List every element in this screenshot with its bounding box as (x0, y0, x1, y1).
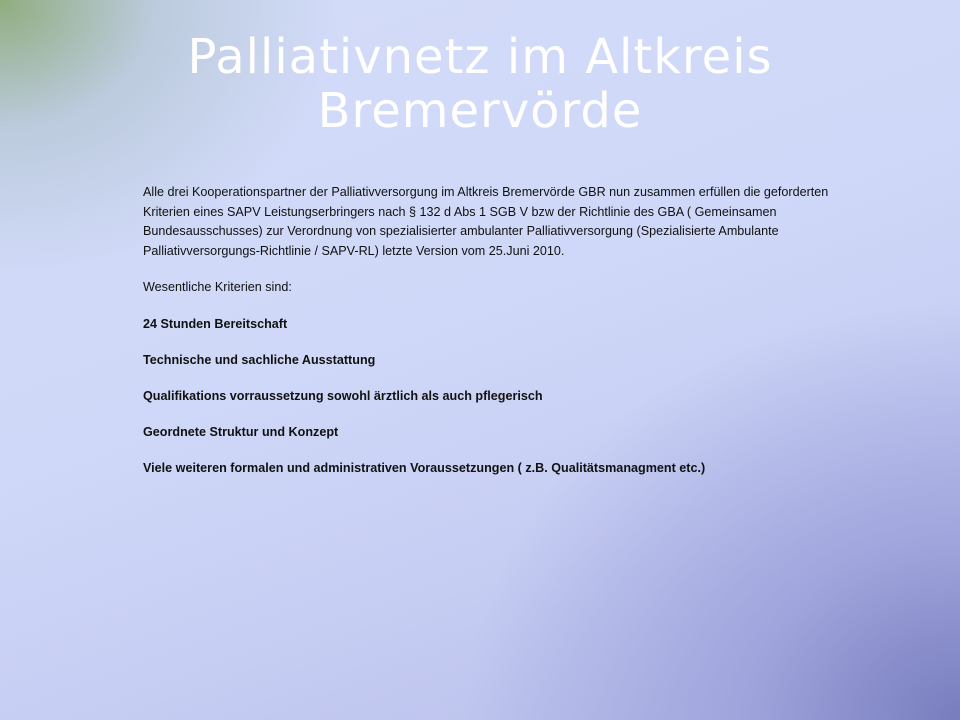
criteria-item-qualifications: Qualifikations vorraussetzung sowohl ärztlich als auch pflegerisch (143, 388, 543, 403)
body-paragraph: Alle drei Kooperationspartner der Palliativversorgung im Altkreis Bremervörde GBR nun zusammen erfüllen die geforderten Kriterien eines SAPV Leistungserbringers nach § 132 d Abs 1 SGB V bzw der Richtlinie des GBA ( Gemeinsamen Bundesausschusses) zur Verordnung von spezialisierter ambulanter Palliativversorgung (Spezialisierte Ambulante Palliativversorgungs-Richtlinie / SAPV-RL) letzte Version vom 25.Juni 2010. (143, 185, 829, 258)
criteria-item-formal-requirements: Viele weiteren formalen und administrativen Voraussetzungen ( z.B. Qualitätsmanagment etc.) (143, 460, 706, 475)
criteria-item-equipment: Technische und sachliche Ausstattung (143, 352, 376, 367)
criteria-item-structure: Geordnete Struktur und Konzept (143, 424, 339, 439)
criteria-list (143, 315, 843, 479)
title-line-1: Palliativnetz im Altkreis (187, 29, 773, 85)
slide-content (143, 183, 843, 495)
criteria-intro: Wesentliche Kriterien sind: (143, 280, 292, 294)
title-line-2: Bremervörde (317, 83, 643, 139)
criteria-item-24h-readiness: 24 Stunden Bereitschaft (143, 316, 288, 331)
slide-title (60, 30, 900, 138)
